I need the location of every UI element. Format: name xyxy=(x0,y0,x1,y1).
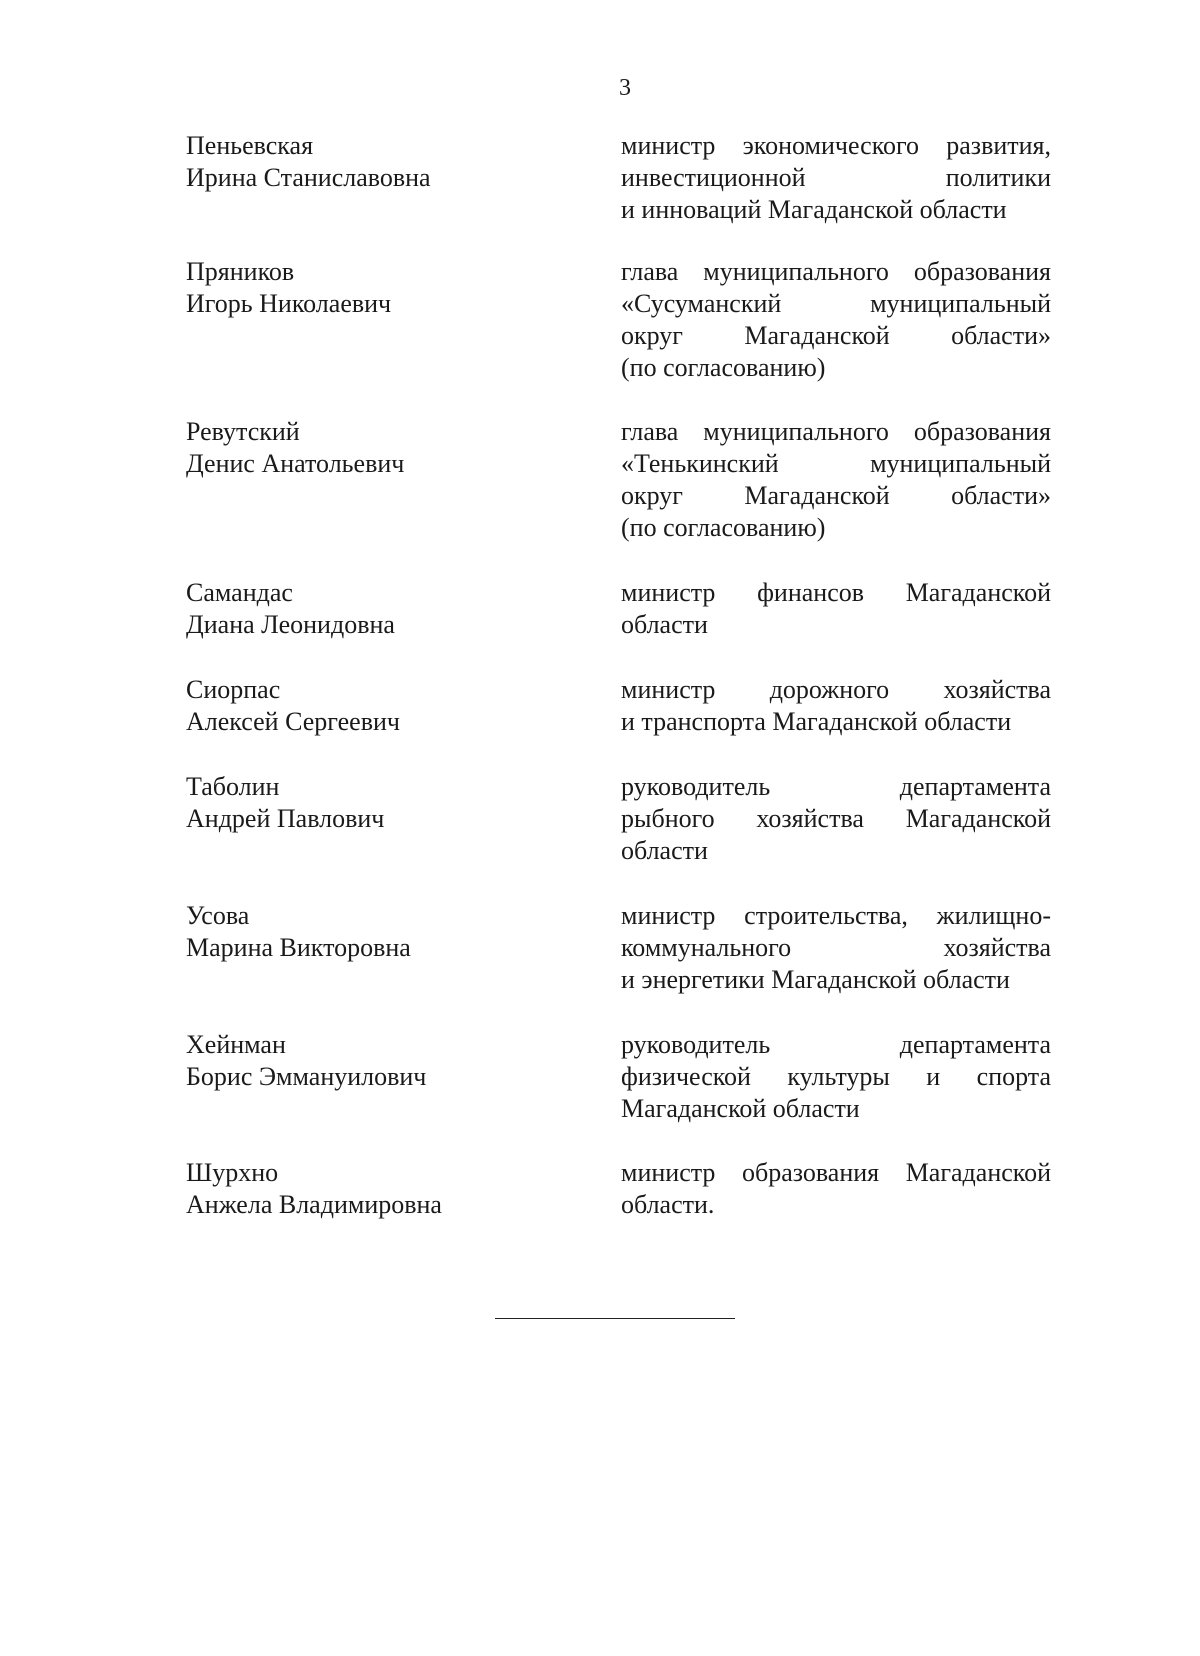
member-surname: Шурхно xyxy=(186,1158,279,1187)
position-line: округ Магаданской области» xyxy=(621,321,1051,350)
position-line: и транспорта Магаданской области xyxy=(621,707,1012,736)
position-line: коммунального хозяйства xyxy=(621,933,1051,962)
member-position xyxy=(621,256,1051,384)
member-position xyxy=(621,416,1051,544)
member-name xyxy=(186,1029,606,1093)
member-given-names: Денис Анатольевич xyxy=(186,449,405,478)
position-line: и инноваций Магаданской области xyxy=(621,195,1007,224)
member-given-names: Андрей Павлович xyxy=(186,804,385,833)
member-position xyxy=(621,130,1051,226)
member-given-names: Игорь Николаевич xyxy=(186,289,392,318)
member-position xyxy=(621,1157,1051,1221)
member-position xyxy=(621,771,1051,867)
position-line: глава муниципального образования xyxy=(621,257,1051,286)
position-line: министр экономического развития, xyxy=(621,131,1051,160)
member-surname: Пеньевская xyxy=(186,131,314,160)
position-line: и энергетики Магаданской области xyxy=(621,965,1010,994)
position-line: «Тенькинский муниципальный xyxy=(621,449,1051,478)
position-line: Магаданской области xyxy=(621,1094,860,1123)
member-name xyxy=(186,674,606,738)
member-name xyxy=(186,771,606,835)
position-line: округ Магаданской области» xyxy=(621,481,1051,510)
position-line: министр образования Магаданской xyxy=(621,1158,1051,1187)
position-line: области. xyxy=(621,1190,715,1219)
member-name xyxy=(186,577,606,641)
position-line: «Сусуманский муниципальный xyxy=(621,289,1051,318)
member-given-names: Ирина Станиславовна xyxy=(186,163,431,192)
member-position xyxy=(621,577,1051,641)
position-line: области xyxy=(621,610,708,639)
position-line: министр финансов Магаданской xyxy=(621,578,1051,607)
member-name xyxy=(186,130,606,194)
position-line: министр дорожного хозяйства xyxy=(621,675,1051,704)
position-line: физической культуры и спорта xyxy=(621,1062,1051,1091)
position-line: глава муниципального образования xyxy=(621,417,1051,446)
member-given-names: Алексей Сергеевич xyxy=(186,707,400,736)
position-line: руководитель департамента xyxy=(621,772,1051,801)
position-line: рыбного хозяйства Магаданской xyxy=(621,804,1051,833)
member-name xyxy=(186,416,606,480)
member-position xyxy=(621,674,1051,738)
end-of-list-divider xyxy=(495,1318,735,1319)
position-line: руководитель департамента xyxy=(621,1030,1051,1059)
position-line: министр строительства, жилищно- xyxy=(621,901,1051,930)
position-line: (по согласованию) xyxy=(621,513,826,542)
member-surname: Самандас xyxy=(186,578,293,607)
member-given-names: Борис Эммануилович xyxy=(186,1062,427,1091)
page-number: 3 xyxy=(619,75,631,101)
member-surname: Ревутский xyxy=(186,417,300,446)
member-position xyxy=(621,900,1051,996)
position-line: (по согласованию) xyxy=(621,353,826,382)
member-name xyxy=(186,1157,606,1221)
member-surname: Таболин xyxy=(186,772,280,801)
member-surname: Сиорпас xyxy=(186,675,281,704)
member-given-names: Анжела Владимировна xyxy=(186,1190,442,1219)
member-surname: Пряников xyxy=(186,257,295,286)
member-name xyxy=(186,900,606,964)
position-line: области xyxy=(621,836,708,865)
member-name xyxy=(186,256,606,320)
member-position xyxy=(621,1029,1051,1125)
position-line: инвестиционной политики xyxy=(621,163,1051,192)
member-surname: Усова xyxy=(186,901,250,930)
member-given-names: Диана Леонидовна xyxy=(186,610,395,639)
member-surname: Хейнман xyxy=(186,1030,286,1059)
member-given-names: Марина Викторовна xyxy=(186,933,411,962)
